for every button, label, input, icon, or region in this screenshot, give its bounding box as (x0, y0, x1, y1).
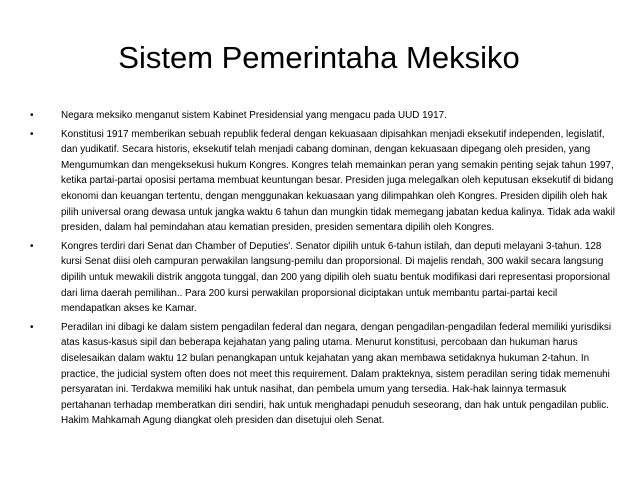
bullet-marker: • (30, 240, 34, 252)
bullet-marker: • (30, 128, 34, 140)
bullet-item (30, 239, 615, 317)
bullet-text: Negara meksiko menganut sistem Kabinet Presidensial yang mengacu pada UUD 1917. (61, 110, 447, 121)
bullet-item (30, 108, 615, 124)
slide-content (30, 108, 615, 432)
slide-title: Sistem Pemerintaha Meksiko (118, 40, 520, 75)
bullet-text: Kongres terdiri dari Senat dan Chamber of Deputies'. Senator dipilih untuk 6-tahun istilah, dan deputi melayani 3-tahun. 128 kursi Senat diisi oleh campuran perwakilan langsung-pemilu dan proporsional. Di majelis rendah, 300 wakil secara langsung dipilih untuk mewakili distrik anggota tunggal, dan 200 yang dipilih oleh suatu bentuk modifikasi dari representasi proporsional dari lima daerah pemilihan.. Para 200 kursi perwakilan proporsional diciptakan untuk membantu partai-partai kecil mendapatkan akses ke Kamar. (61, 240, 610, 315)
bullet-item (30, 320, 615, 429)
bullet-marker: • (30, 321, 34, 333)
bullet-text: Peradilan ini dibagi ke dalam sistem pengadilan federal dan negara, dengan pengadilan-pengadilan federal memiliki yurisdiksi atas kasus-kasus sipil dan beberapa kejahatan yang paling utama. Menurut konstitusi, percobaan dan hukuman harus diselesaikan dalam waktu 12 bulan penangkapan untuk kejahatan yang akan membawa setidaknya hukuman 2-tahun. In practice, the judicial system often does not meet this requirement. Dalam prakteknya, sistem peradilan sering tidak memenuhi persyaratan ini. Terdakwa memiliki hak untuk nasihat, dan pembela umum yang tersedia. Hak-hak lainnya termasuk pertahanan terhadap memberatkan diri sendiri, hak untuk menghadapi penuduh seseorang, dan hak untuk pengadilan public. Hakim Mahkamah Agung diangkat oleh presiden dan disetujui oleh Senat. (61, 321, 612, 427)
bullet-text: Konstitusi 1917 memberikan sebuah republik federal dengan kekuasaan dipisahkan menjadi eksekutif independen, legislatif, dan yudikatif. Secara historis, eksekutif telah menjadi cabang dominan, dengan kekuasaan dipegang oleh presiden, yang Mengumumkan dan mengeksekusi hukum Kongres. Kongres telah memainkan peran yang semakin penting sejak tahun 1997, ketika partai-partai oposisi pertama membuat keuntungan besar. Presiden juga melegalkan oleh keputusan eksekutif di bidang ekonomi dan keuangan tertentu, dengan menggunakan kekuasaan yang dilimpahkan oleh Kongres. Presiden dipilih oleh hak pilih universal orang dewasa untuk jangka waktu 6 tahun dan mungkin tidak memegang jabatan kedua kalinya. Tidak ada wakil presiden, dalam hal pemindahan atau kematian presiden, presiden sementara dipilih oleh Kongres. (61, 128, 615, 234)
bullet-item (30, 127, 615, 236)
bullet-marker: • (30, 110, 34, 121)
bullet-list (30, 108, 615, 429)
